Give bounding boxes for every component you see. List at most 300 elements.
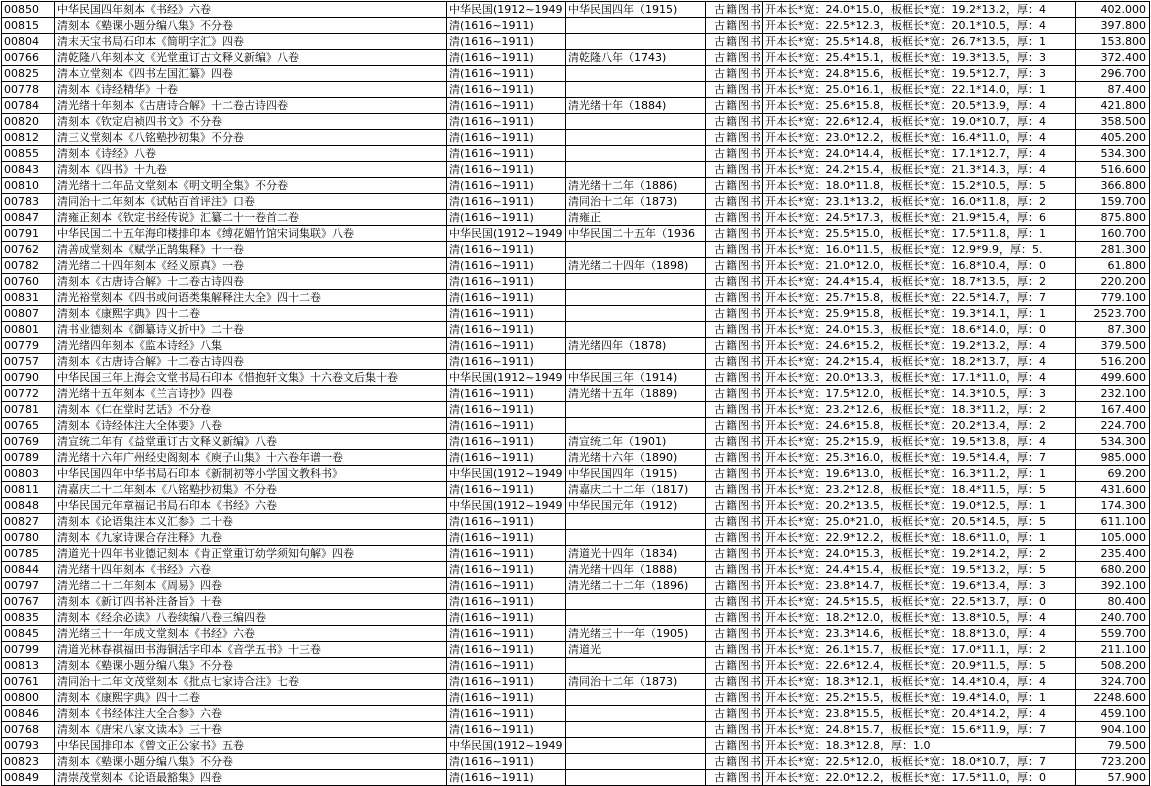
category-cell[interactable]: 古籍图书	[706, 658, 763, 674]
edition-year-cell[interactable]	[566, 322, 706, 338]
dimensions-cell[interactable]: 开本长*宽：22.5*12.0，板框长*宽：18.0*10.7，厚：7	[763, 754, 1076, 770]
edition-year-cell[interactable]: 清道光	[566, 642, 706, 658]
dimensions-cell[interactable]: 开本长*宽：24.5*15.5，板框长*宽：22.5*13.7，厚：0	[763, 594, 1076, 610]
dimensions-cell[interactable]: 开本长*宽：25.2*15.5，板框长*宽：19.4*14.0，厚：1	[763, 690, 1076, 706]
dynasty-cell[interactable]: 中华民国(1912~1949	[447, 226, 566, 242]
edition-year-cell[interactable]: 清光绪二十二年（1896)	[566, 578, 706, 594]
title-cell[interactable]: 清刻本《四书》十九卷	[55, 162, 447, 178]
price-cell[interactable]: 211.100	[1076, 642, 1150, 658]
dynasty-cell[interactable]: 清(1616~1911)	[447, 114, 566, 130]
item-id-cell[interactable]: 00766	[2, 50, 55, 66]
category-cell[interactable]: 古籍图书	[706, 770, 763, 786]
price-cell[interactable]: 508.200	[1076, 658, 1150, 674]
title-cell[interactable]: 清光绪二十二年刻本《周易》四卷	[55, 578, 447, 594]
title-cell[interactable]: 清同治十二年文茂堂刻本《批点七家诗合注》七卷	[55, 674, 447, 690]
dimensions-cell[interactable]: 开本长*宽：25.0*16.1，板框长*宽：22.1*14.0，厚：1	[763, 82, 1076, 98]
dynasty-cell[interactable]: 清(1616~1911)	[447, 18, 566, 34]
title-cell[interactable]: 中华民国排印本《曾文正公家书》五卷	[55, 738, 447, 754]
dimensions-cell[interactable]: 开本长*宽：25.3*16.0，板框长*宽：19.5*14.4，厚：7	[763, 450, 1076, 466]
category-cell[interactable]: 古籍图书	[706, 290, 763, 306]
dynasty-cell[interactable]: 清(1616~1911)	[447, 434, 566, 450]
dimensions-cell[interactable]: 开本长*宽：26.1*15.7，板框长*宽：17.0*11.1，厚：2	[763, 642, 1076, 658]
edition-year-cell[interactable]	[566, 354, 706, 370]
category-cell[interactable]: 古籍图书	[706, 338, 763, 354]
dynasty-cell[interactable]: 清(1616~1911)	[447, 50, 566, 66]
category-cell[interactable]: 古籍图书	[706, 450, 763, 466]
edition-year-cell[interactable]	[566, 514, 706, 530]
title-cell[interactable]: 清刻本《九家诗课合存注释》九卷	[55, 530, 447, 546]
title-cell[interactable]: 清光绪十六年广州经史阁刻本《庾子山集》十六卷年谱一卷	[55, 450, 447, 466]
category-cell[interactable]: 古籍图书	[706, 434, 763, 450]
category-cell[interactable]: 古籍图书	[706, 706, 763, 722]
item-id-cell[interactable]: 00804	[2, 34, 55, 50]
price-cell[interactable]: 80.400	[1076, 594, 1150, 610]
item-id-cell[interactable]: 00803	[2, 466, 55, 482]
edition-year-cell[interactable]	[566, 130, 706, 146]
dynasty-cell[interactable]: 清(1616~1911)	[447, 194, 566, 210]
title-cell[interactable]: 清刻本《书经体注大全合参》六卷	[55, 706, 447, 722]
dynasty-cell[interactable]: 清(1616~1911)	[447, 82, 566, 98]
dimensions-cell[interactable]: 开本长*宽：23.8*14.7，板框长*宽：19.6*13.4，厚：3	[763, 578, 1076, 594]
dimensions-cell[interactable]: 开本长*宽：23.1*13.2，板框长*宽：16.0*11.8，厚：2	[763, 194, 1076, 210]
edition-year-cell[interactable]	[566, 706, 706, 722]
dynasty-cell[interactable]: 中华民国(1912~1949	[447, 370, 566, 386]
edition-year-cell[interactable]: 清乾隆八年（1743)	[566, 50, 706, 66]
dimensions-cell[interactable]: 开本长*宽：21.0*12.0，板框长*宽：16.8*10.4，厚：0	[763, 258, 1076, 274]
price-cell[interactable]: 499.600	[1076, 370, 1150, 386]
dimensions-cell[interactable]: 开本长*宽：23.3*14.6，板框长*宽：18.8*13.0，厚：4	[763, 626, 1076, 642]
title-cell[interactable]: 清光绪三十一年成文堂刻本《书经》六卷	[55, 626, 447, 642]
item-id-cell[interactable]: 00848	[2, 498, 55, 514]
dimensions-cell[interactable]: 开本长*宽：24.5*17.3，板框长*宽：21.9*15.4，厚：6	[763, 210, 1076, 226]
dynasty-cell[interactable]: 清(1616~1911)	[447, 290, 566, 306]
item-id-cell[interactable]: 00761	[2, 674, 55, 690]
dynasty-cell[interactable]: 清(1616~1911)	[447, 98, 566, 114]
dimensions-cell[interactable]: 开本长*宽：23.2*12.6，板框长*宽：18.3*11.2，厚：2	[763, 402, 1076, 418]
dynasty-cell[interactable]: 清(1616~1911)	[447, 178, 566, 194]
dynasty-cell[interactable]: 中华民国(1912~1949	[447, 2, 566, 18]
title-cell[interactable]: 清刻本《唐宋八家文读本》三十卷	[55, 722, 447, 738]
item-id-cell[interactable]: 00779	[2, 338, 55, 354]
dimensions-cell[interactable]: 开本长*宽：17.5*12.0，板框长*宽：14.3*10.5，厚：3	[763, 386, 1076, 402]
dimensions-cell[interactable]: 开本长*宽：25.9*15.8，板框长*宽：19.3*14.1，厚：1	[763, 306, 1076, 322]
edition-year-cell[interactable]	[566, 18, 706, 34]
dimensions-cell[interactable]: 开本长*宽：24.4*15.4，板框长*宽：19.5*13.2，厚：5	[763, 562, 1076, 578]
item-id-cell[interactable]: 00844	[2, 562, 55, 578]
category-cell[interactable]: 古籍图书	[706, 114, 763, 130]
category-cell[interactable]: 古籍图书	[706, 610, 763, 626]
item-id-cell[interactable]: 00813	[2, 658, 55, 674]
edition-year-cell[interactable]	[566, 594, 706, 610]
dynasty-cell[interactable]: 清(1616~1911)	[447, 626, 566, 642]
dynasty-cell[interactable]: 清(1616~1911)	[447, 514, 566, 530]
edition-year-cell[interactable]	[566, 402, 706, 418]
category-cell[interactable]: 古籍图书	[706, 18, 763, 34]
edition-year-cell[interactable]: 清光绪二十四年（1898)	[566, 258, 706, 274]
edition-year-cell[interactable]: 中华民国二十五年（1936	[566, 226, 706, 242]
title-cell[interactable]: 清末天宝书局石印本《简明字汇》四卷	[55, 34, 447, 50]
dynasty-cell[interactable]: 清(1616~1911)	[447, 562, 566, 578]
dynasty-cell[interactable]: 清(1616~1911)	[447, 690, 566, 706]
item-id-cell[interactable]: 00835	[2, 610, 55, 626]
dimensions-cell[interactable]: 开本长*宽：25.2*15.9，板框长*宽：19.5*13.8，厚：4	[763, 434, 1076, 450]
price-cell[interactable]: 534.300	[1076, 434, 1150, 450]
item-id-cell[interactable]: 00781	[2, 402, 55, 418]
item-id-cell[interactable]: 00793	[2, 738, 55, 754]
category-cell[interactable]: 古籍图书	[706, 274, 763, 290]
edition-year-cell[interactable]: 清光绪十四年（1888)	[566, 562, 706, 578]
price-cell[interactable]: 2523.700	[1076, 306, 1150, 322]
dynasty-cell[interactable]: 清(1616~1911)	[447, 34, 566, 50]
price-cell[interactable]: 366.800	[1076, 178, 1150, 194]
price-cell[interactable]: 397.800	[1076, 18, 1150, 34]
edition-year-cell[interactable]	[566, 306, 706, 322]
dimensions-cell[interactable]: 开本长*宽：18.2*12.0，板框长*宽：13.8*10.5，厚：4	[763, 610, 1076, 626]
price-cell[interactable]: 421.800	[1076, 98, 1150, 114]
dynasty-cell[interactable]: 清(1616~1911)	[447, 338, 566, 354]
price-cell[interactable]: 985.000	[1076, 450, 1150, 466]
dimensions-cell[interactable]: 开本长*宽：16.0*11.5，板框长*宽：12.9*9.9，厚：5.	[763, 242, 1076, 258]
title-cell[interactable]: 清道光林春祺福田书海铜活字印本《音学五书》十三卷	[55, 642, 447, 658]
item-id-cell[interactable]: 00801	[2, 322, 55, 338]
edition-year-cell[interactable]: 中华民国元年（1912)	[566, 498, 706, 514]
item-id-cell[interactable]: 00768	[2, 722, 55, 738]
category-cell[interactable]: 古籍图书	[706, 386, 763, 402]
dynasty-cell[interactable]: 清(1616~1911)	[447, 530, 566, 546]
dynasty-cell[interactable]: 清(1616~1911)	[447, 594, 566, 610]
edition-year-cell[interactable]	[566, 114, 706, 130]
title-cell[interactable]: 清乾隆八年刻本文《光堂重订古文释义新编》八卷	[55, 50, 447, 66]
category-cell[interactable]: 古籍图书	[706, 370, 763, 386]
item-id-cell[interactable]: 00847	[2, 210, 55, 226]
item-id-cell[interactable]: 00783	[2, 194, 55, 210]
dimensions-cell[interactable]: 开本长*宽：24.2*15.4，板框长*宽：18.2*13.7，厚：4	[763, 354, 1076, 370]
category-cell[interactable]: 古籍图书	[706, 178, 763, 194]
dynasty-cell[interactable]: 清(1616~1911)	[447, 258, 566, 274]
dimensions-cell[interactable]: 开本长*宽：25.6*15.8，板框长*宽：20.5*13.9，厚：4	[763, 98, 1076, 114]
item-id-cell[interactable]: 00780	[2, 530, 55, 546]
title-cell[interactable]: 清刻本《诗经》八卷	[55, 146, 447, 162]
dynasty-cell[interactable]: 中华民国(1912~1949	[447, 738, 566, 754]
category-cell[interactable]: 古籍图书	[706, 146, 763, 162]
item-id-cell[interactable]: 00831	[2, 290, 55, 306]
title-cell[interactable]: 清书业德刻本《御纂诗义折中》二十卷	[55, 322, 447, 338]
dimensions-cell[interactable]: 开本长*宽：23.0*12.2，板框长*宽：16.4*11.0，厚：4	[763, 130, 1076, 146]
edition-year-cell[interactable]	[566, 418, 706, 434]
dynasty-cell[interactable]: 清(1616~1911)	[447, 754, 566, 770]
price-cell[interactable]: 61.800	[1076, 258, 1150, 274]
edition-year-cell[interactable]	[566, 754, 706, 770]
dimensions-cell[interactable]: 开本长*宽：22.9*12.2，板框长*宽：18.6*11.0，厚：1	[763, 530, 1076, 546]
edition-year-cell[interactable]	[566, 530, 706, 546]
title-cell[interactable]: 清三义堂刻本《八铭塾抄初集》不分卷	[55, 130, 447, 146]
item-id-cell[interactable]: 00772	[2, 386, 55, 402]
title-cell[interactable]: 中华民国四年刻本《书经》六卷	[55, 2, 447, 18]
price-cell[interactable]: 57.900	[1076, 770, 1150, 786]
dynasty-cell[interactable]: 清(1616~1911)	[447, 162, 566, 178]
dynasty-cell[interactable]: 清(1616~1911)	[447, 242, 566, 258]
category-cell[interactable]: 古籍图书	[706, 578, 763, 594]
category-cell[interactable]: 古籍图书	[706, 418, 763, 434]
edition-year-cell[interactable]	[566, 738, 706, 754]
item-id-cell[interactable]: 00789	[2, 450, 55, 466]
edition-year-cell[interactable]	[566, 82, 706, 98]
item-id-cell[interactable]: 00846	[2, 706, 55, 722]
category-cell[interactable]: 古籍图书	[706, 322, 763, 338]
item-id-cell[interactable]: 00784	[2, 98, 55, 114]
edition-year-cell[interactable]: 清道光十四年（1834)	[566, 546, 706, 562]
edition-year-cell[interactable]	[566, 146, 706, 162]
edition-year-cell[interactable]	[566, 274, 706, 290]
dynasty-cell[interactable]: 清(1616~1911)	[447, 546, 566, 562]
category-cell[interactable]: 古籍图书	[706, 242, 763, 258]
dimensions-cell[interactable]: 开本长*宽：24.0*15.0，板框长*宽：19.2*13.2，厚：4	[763, 2, 1076, 18]
category-cell[interactable]: 古籍图书	[706, 498, 763, 514]
price-cell[interactable]: 232.100	[1076, 386, 1150, 402]
category-cell[interactable]: 古籍图书	[706, 50, 763, 66]
title-cell[interactable]: 中华民国四年中华书局石印本《新制初等小学国文教科书》	[55, 466, 447, 482]
item-id-cell[interactable]: 00855	[2, 146, 55, 162]
category-cell[interactable]: 古籍图书	[706, 2, 763, 18]
dimensions-cell[interactable]: 开本长*宽：18.3*12.8，厚：1.0	[763, 738, 1076, 754]
title-cell[interactable]: 清宣统二年有《益堂重订古文释义新编》八卷	[55, 434, 447, 450]
dynasty-cell[interactable]: 清(1616~1911)	[447, 706, 566, 722]
edition-year-cell[interactable]	[566, 770, 706, 786]
title-cell[interactable]: 清刻本《新订四书补注备旨》十卷	[55, 594, 447, 610]
price-cell[interactable]: 680.200	[1076, 562, 1150, 578]
title-cell[interactable]: 中华民国二十五年海印楼排印本《缚花媚竹馆宋词集联》八卷	[55, 226, 447, 242]
edition-year-cell[interactable]	[566, 690, 706, 706]
category-cell[interactable]: 古籍图书	[706, 738, 763, 754]
category-cell[interactable]: 古籍图书	[706, 354, 763, 370]
dimensions-cell[interactable]: 开本长*宽：23.8*15.5，板框长*宽：20.4*14.2，厚：4	[763, 706, 1076, 722]
category-cell[interactable]: 古籍图书	[706, 482, 763, 498]
dynasty-cell[interactable]: 清(1616~1911)	[447, 482, 566, 498]
price-cell[interactable]: 153.800	[1076, 34, 1150, 50]
dimensions-cell[interactable]: 开本长*宽：24.6*15.2，板框长*宽：19.2*13.2，厚：4	[763, 338, 1076, 354]
title-cell[interactable]: 清刻本《古唐诗合解》十二卷古诗四卷	[55, 354, 447, 370]
item-id-cell[interactable]: 00800	[2, 690, 55, 706]
category-cell[interactable]: 古籍图书	[706, 258, 763, 274]
edition-year-cell[interactable]	[566, 610, 706, 626]
dimensions-cell[interactable]: 开本长*宽：25.0*21.0，板框长*宽：20.5*14.5，厚：5	[763, 514, 1076, 530]
category-cell[interactable]: 古籍图书	[706, 226, 763, 242]
price-cell[interactable]: 220.200	[1076, 274, 1150, 290]
dimensions-cell[interactable]: 开本长*宽：22.5*12.3，板框长*宽：20.1*10.5，厚：4	[763, 18, 1076, 34]
item-id-cell[interactable]: 00815	[2, 18, 55, 34]
dimensions-cell[interactable]: 开本长*宽：24.0*15.3，板框长*宽：19.2*14.2，厚：2	[763, 546, 1076, 562]
price-cell[interactable]: 534.300	[1076, 146, 1150, 162]
category-cell[interactable]: 古籍图书	[706, 34, 763, 50]
dynasty-cell[interactable]: 清(1616~1911)	[447, 674, 566, 690]
title-cell[interactable]: 清刻本《诗经精华》十卷	[55, 82, 447, 98]
title-cell[interactable]: 清光绪十四年刻本《书经》六卷	[55, 562, 447, 578]
item-id-cell[interactable]: 00823	[2, 754, 55, 770]
title-cell[interactable]: 清光绪十二年品文堂刻本《明文明全集》不分卷	[55, 178, 447, 194]
item-id-cell[interactable]: 00760	[2, 274, 55, 290]
item-id-cell[interactable]: 00785	[2, 546, 55, 562]
price-cell[interactable]: 167.400	[1076, 402, 1150, 418]
dynasty-cell[interactable]: 清(1616~1911)	[447, 610, 566, 626]
dimensions-cell[interactable]: 开本长*宽：20.2*13.5，板框长*宽：19.0*12.5，厚：1	[763, 498, 1076, 514]
category-cell[interactable]: 古籍图书	[706, 466, 763, 482]
dynasty-cell[interactable]: 清(1616~1911)	[447, 722, 566, 738]
dynasty-cell[interactable]: 清(1616~1911)	[447, 386, 566, 402]
title-cell[interactable]: 清光绪二十四年刻本《经义原真》一卷	[55, 258, 447, 274]
item-id-cell[interactable]: 00767	[2, 594, 55, 610]
price-cell[interactable]: 431.600	[1076, 482, 1150, 498]
edition-year-cell[interactable]	[566, 66, 706, 82]
category-cell[interactable]: 古籍图书	[706, 514, 763, 530]
title-cell[interactable]: 清刻本《康熙字典》四十二卷	[55, 306, 447, 322]
title-cell[interactable]: 清本立堂刻本《四书左国汇纂》四卷	[55, 66, 447, 82]
title-cell[interactable]: 清雍正刻本《钦定书经传说》汇纂二十一卷首二卷	[55, 210, 447, 226]
dynasty-cell[interactable]: 清(1616~1911)	[447, 130, 566, 146]
category-cell[interactable]: 古籍图书	[706, 530, 763, 546]
price-cell[interactable]: 296.700	[1076, 66, 1150, 82]
dimensions-cell[interactable]: 开本长*宽：22.0*12.2，板框长*宽：17.5*11.0，厚：0	[763, 770, 1076, 786]
dimensions-cell[interactable]: 开本长*宽：25.5*14.8，板框长*宽：26.7*13.5，厚：1	[763, 34, 1076, 50]
title-cell[interactable]: 清刻本《论语集注本义汇参》二十卷	[55, 514, 447, 530]
dimensions-cell[interactable]: 开本长*宽：25.4*15.1，板框长*宽：19.3*13.5，厚：3	[763, 50, 1076, 66]
dynasty-cell[interactable]: 中华民国(1912~1949	[447, 498, 566, 514]
edition-year-cell[interactable]: 清宣统二年（1901)	[566, 434, 706, 450]
edition-year-cell[interactable]: 清同治十二年（1873)	[566, 674, 706, 690]
title-cell[interactable]: 清道光十四年书业德记刻本《肯正堂重订幼学须知句解》四卷	[55, 546, 447, 562]
edition-year-cell[interactable]: 清光绪十年（1884)	[566, 98, 706, 114]
price-cell[interactable]: 611.100	[1076, 514, 1150, 530]
price-cell[interactable]: 87.300	[1076, 322, 1150, 338]
title-cell[interactable]: 中华民国元年章福记书局石印本《书经》六卷	[55, 498, 447, 514]
price-cell[interactable]: 159.700	[1076, 194, 1150, 210]
item-id-cell[interactable]: 00850	[2, 2, 55, 18]
edition-year-cell[interactable]: 清光绪十六年（1890)	[566, 450, 706, 466]
category-cell[interactable]: 古籍图书	[706, 402, 763, 418]
edition-year-cell[interactable]	[566, 658, 706, 674]
item-id-cell[interactable]: 00762	[2, 242, 55, 258]
category-cell[interactable]: 古籍图书	[706, 130, 763, 146]
title-cell[interactable]: 清刻本《钦定启祯四书文》不分卷	[55, 114, 447, 130]
title-cell[interactable]: 清刻本《塾课小题分编八集》不分卷	[55, 754, 447, 770]
price-cell[interactable]: 904.100	[1076, 722, 1150, 738]
price-cell[interactable]: 875.800	[1076, 210, 1150, 226]
dimensions-cell[interactable]: 开本长*宽：18.3*12.1，板框长*宽：14.4*10.4，厚：4	[763, 674, 1076, 690]
edition-year-cell[interactable]: 清嘉庆二十二年（1817)	[566, 482, 706, 498]
dynasty-cell[interactable]: 清(1616~1911)	[447, 66, 566, 82]
dimensions-cell[interactable]: 开本长*宽：25.7*15.8，板框长*宽：22.5*14.7，厚：7	[763, 290, 1076, 306]
price-cell[interactable]: 87.400	[1076, 82, 1150, 98]
title-cell[interactable]: 清光绪十五年刻本《兰言诗抄》四卷	[55, 386, 447, 402]
category-cell[interactable]: 古籍图书	[706, 98, 763, 114]
category-cell[interactable]: 古籍图书	[706, 562, 763, 578]
title-cell[interactable]: 清刻本《仁在堂时艺话》不分卷	[55, 402, 447, 418]
price-cell[interactable]: 160.700	[1076, 226, 1150, 242]
price-cell[interactable]: 723.200	[1076, 754, 1150, 770]
category-cell[interactable]: 古籍图书	[706, 66, 763, 82]
dynasty-cell[interactable]: 清(1616~1911)	[447, 658, 566, 674]
title-cell[interactable]: 清刻本《古唐诗合解》十二卷古诗四卷	[55, 274, 447, 290]
item-id-cell[interactable]: 00825	[2, 66, 55, 82]
dynasty-cell[interactable]: 清(1616~1911)	[447, 578, 566, 594]
item-id-cell[interactable]: 00797	[2, 578, 55, 594]
item-id-cell[interactable]: 00812	[2, 130, 55, 146]
title-cell[interactable]: 清同治十二年刻本《试帖百首评注》口卷	[55, 194, 447, 210]
price-cell[interactable]: 459.100	[1076, 706, 1150, 722]
category-cell[interactable]: 古籍图书	[706, 546, 763, 562]
item-id-cell[interactable]: 00827	[2, 514, 55, 530]
item-id-cell[interactable]: 00790	[2, 370, 55, 386]
price-cell[interactable]: 516.200	[1076, 354, 1150, 370]
item-id-cell[interactable]: 00782	[2, 258, 55, 274]
category-cell[interactable]: 古籍图书	[706, 674, 763, 690]
dimensions-cell[interactable]: 开本长*宽：20.0*13.3，板框长*宽：17.1*11.0，厚：4	[763, 370, 1076, 386]
price-cell[interactable]: 392.100	[1076, 578, 1150, 594]
dynasty-cell[interactable]: 清(1616~1911)	[447, 146, 566, 162]
price-cell[interactable]: 240.700	[1076, 610, 1150, 626]
title-cell[interactable]: 清崇茂堂刻本《论语最豁集》四卷	[55, 770, 447, 786]
item-id-cell[interactable]: 00845	[2, 626, 55, 642]
dynasty-cell[interactable]: 清(1616~1911)	[447, 402, 566, 418]
title-cell[interactable]: 清刻本《诗经体注大全体要》八卷	[55, 418, 447, 434]
edition-year-cell[interactable]: 中华民国三年（1914)	[566, 370, 706, 386]
title-cell[interactable]: 清刻本《经余必读》八卷续编八卷三编四卷	[55, 610, 447, 626]
edition-year-cell[interactable]: 清雍正	[566, 210, 706, 226]
dimensions-cell[interactable]: 开本长*宽：24.8*15.7，板框长*宽：15.6*11.9，厚：7	[763, 722, 1076, 738]
title-cell[interactable]: 清刻本《塾课小题分编八集》不分卷	[55, 658, 447, 674]
price-cell[interactable]: 405.200	[1076, 130, 1150, 146]
price-cell[interactable]: 281.300	[1076, 242, 1150, 258]
category-cell[interactable]: 古籍图书	[706, 690, 763, 706]
dimensions-cell[interactable]: 开本长*宽：22.6*12.4，板框长*宽：20.9*11.5，厚：5	[763, 658, 1076, 674]
edition-year-cell[interactable]: 清同治十二年（1873)	[566, 194, 706, 210]
edition-year-cell[interactable]: 中华民国四年（1915)	[566, 466, 706, 482]
item-id-cell[interactable]: 00807	[2, 306, 55, 322]
dimensions-cell[interactable]: 开本长*宽：24.0*14.4，板框长*宽：17.1*12.7，厚：4	[763, 146, 1076, 162]
dynasty-cell[interactable]: 清(1616~1911)	[447, 306, 566, 322]
dynasty-cell[interactable]: 清(1616~1911)	[447, 642, 566, 658]
price-cell[interactable]: 79.500	[1076, 738, 1150, 754]
category-cell[interactable]: 古籍图书	[706, 594, 763, 610]
dimensions-cell[interactable]: 开本长*宽：23.2*12.8，板框长*宽：18.4*11.5，厚：5	[763, 482, 1076, 498]
dimensions-cell[interactable]: 开本长*宽：18.0*11.8，板框长*宽：15.2*10.5，厚：5	[763, 178, 1076, 194]
price-cell[interactable]: 224.700	[1076, 418, 1150, 434]
dimensions-cell[interactable]: 开本长*宽：22.6*12.4，板框长*宽：19.0*10.7，厚：4	[763, 114, 1076, 130]
category-cell[interactable]: 古籍图书	[706, 754, 763, 770]
category-cell[interactable]: 古籍图书	[706, 306, 763, 322]
edition-year-cell[interactable]	[566, 290, 706, 306]
dynasty-cell[interactable]: 清(1616~1911)	[447, 450, 566, 466]
item-id-cell[interactable]: 00778	[2, 82, 55, 98]
item-id-cell[interactable]: 00810	[2, 178, 55, 194]
item-id-cell[interactable]: 00849	[2, 770, 55, 786]
price-cell[interactable]: 2248.600	[1076, 690, 1150, 706]
title-cell[interactable]: 清光绪四年刻本《监本诗经》八集	[55, 338, 447, 354]
dimensions-cell[interactable]: 开本长*宽：25.5*15.0，板框长*宽：17.5*11.8，厚：1	[763, 226, 1076, 242]
item-id-cell[interactable]: 00769	[2, 434, 55, 450]
category-cell[interactable]: 古籍图书	[706, 194, 763, 210]
title-cell[interactable]: 清刻本《康熙字典》四十二卷	[55, 690, 447, 706]
item-id-cell[interactable]: 00791	[2, 226, 55, 242]
dimensions-cell[interactable]: 开本长*宽：24.0*15.3，板框长*宽：18.6*14.0，厚：0	[763, 322, 1076, 338]
dynasty-cell[interactable]: 清(1616~1911)	[447, 210, 566, 226]
dimensions-cell[interactable]: 开本长*宽：24.8*15.6，板框长*宽：19.5*12.7，厚：3	[763, 66, 1076, 82]
price-cell[interactable]: 402.000	[1076, 2, 1150, 18]
dynasty-cell[interactable]: 清(1616~1911)	[447, 770, 566, 786]
title-cell[interactable]: 清嘉庆二十二年刻本《八铭塾抄初集》不分卷	[55, 482, 447, 498]
category-cell[interactable]: 古籍图书	[706, 82, 763, 98]
price-cell[interactable]: 372.400	[1076, 50, 1150, 66]
category-cell[interactable]: 古籍图书	[706, 210, 763, 226]
